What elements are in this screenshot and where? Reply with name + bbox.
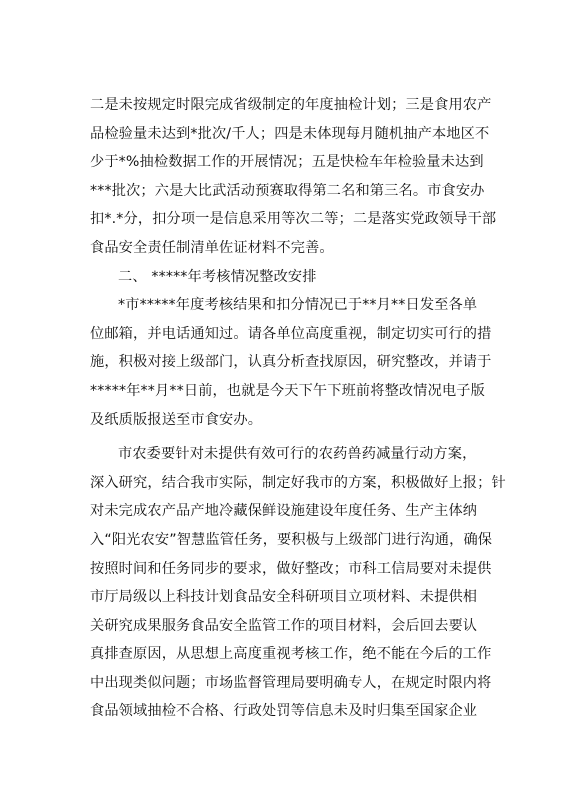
- text-line: 入“阳光农安”智慧监管任务，要积极与上级部门进行沟通，确保: [90, 531, 493, 548]
- text-line: 及纸质版报送至市食安办。: [90, 411, 263, 428]
- text-line: 食品领域抽检不合格、行政处罚等信息未及时归集至国家企业: [90, 703, 478, 720]
- text-line: 关研究成果服务食品安全监管工作的项目材料，会后回去要认: [90, 617, 478, 634]
- paragraph-rectification: [90, 440, 506, 726]
- document-body: [90, 91, 506, 726]
- text-line: 品检验量未达到*批次/千人；四是未体现每月随机抽产本地区不: [90, 125, 490, 142]
- text-line: ***批次；六是大比武活动预赛取得第二名和第三名。市食安办: [90, 182, 485, 199]
- paragraph-deductions: [90, 91, 497, 263]
- text-line: 施，积极对接上级部门，认真分析查找原因，研究整改，并请于: [90, 354, 492, 371]
- text-line: 市农委要针对未提供有效可行的农药兽药减量行动方案，: [118, 446, 477, 463]
- text-line: 扣*.*分，扣分项一是信息采用等次二等；二是落实党政领导干部: [90, 211, 497, 228]
- text-line: 对未完成农产品产地冷藏保鲜设施建设年度任务、生产主体纳: [90, 503, 478, 520]
- text-line: 位邮箱，并电话通知过。请各单位高度重视，制定切实可行的措: [90, 325, 492, 342]
- text-line: 真排查原因，从思想上高度重视考核工作，绝不能在今后的工作: [90, 646, 492, 663]
- text-line: 二是未按规定时限完成省级制定的年度抽检计划；三是食用农产: [90, 97, 492, 113]
- text-line: 食品安全责任制清单佐证材料不完善。: [90, 239, 334, 256]
- text-line: 中出现类似问题；市场监督管理局要明确专人，在规定时限内将: [90, 674, 492, 691]
- text-line: 深入研究，结合我市实际，制定好我市的方案，积极做好上报；针: [90, 474, 506, 491]
- text-line: 市厅局级以上科技计划食品安全科研项目立项材料、未提供相: [90, 589, 478, 606]
- section-heading: 二、 *****年考核情况整改安排: [118, 268, 317, 285]
- text-line: *市*****年度考核结果和扣分情况已于**月**日发至各单: [118, 297, 478, 314]
- text-line: 少于*%抽检数据工作的开展情况；五是快检车年检验量未达到: [90, 154, 484, 171]
- paragraph-notice: [90, 291, 492, 434]
- text-line: 按照时间和任务同步的要求，做好整改；市科工信局要对未提供: [90, 560, 492, 577]
- text-line: *****年**月**日前，也就是今天下午下班前将整改情况电子版: [90, 382, 485, 399]
